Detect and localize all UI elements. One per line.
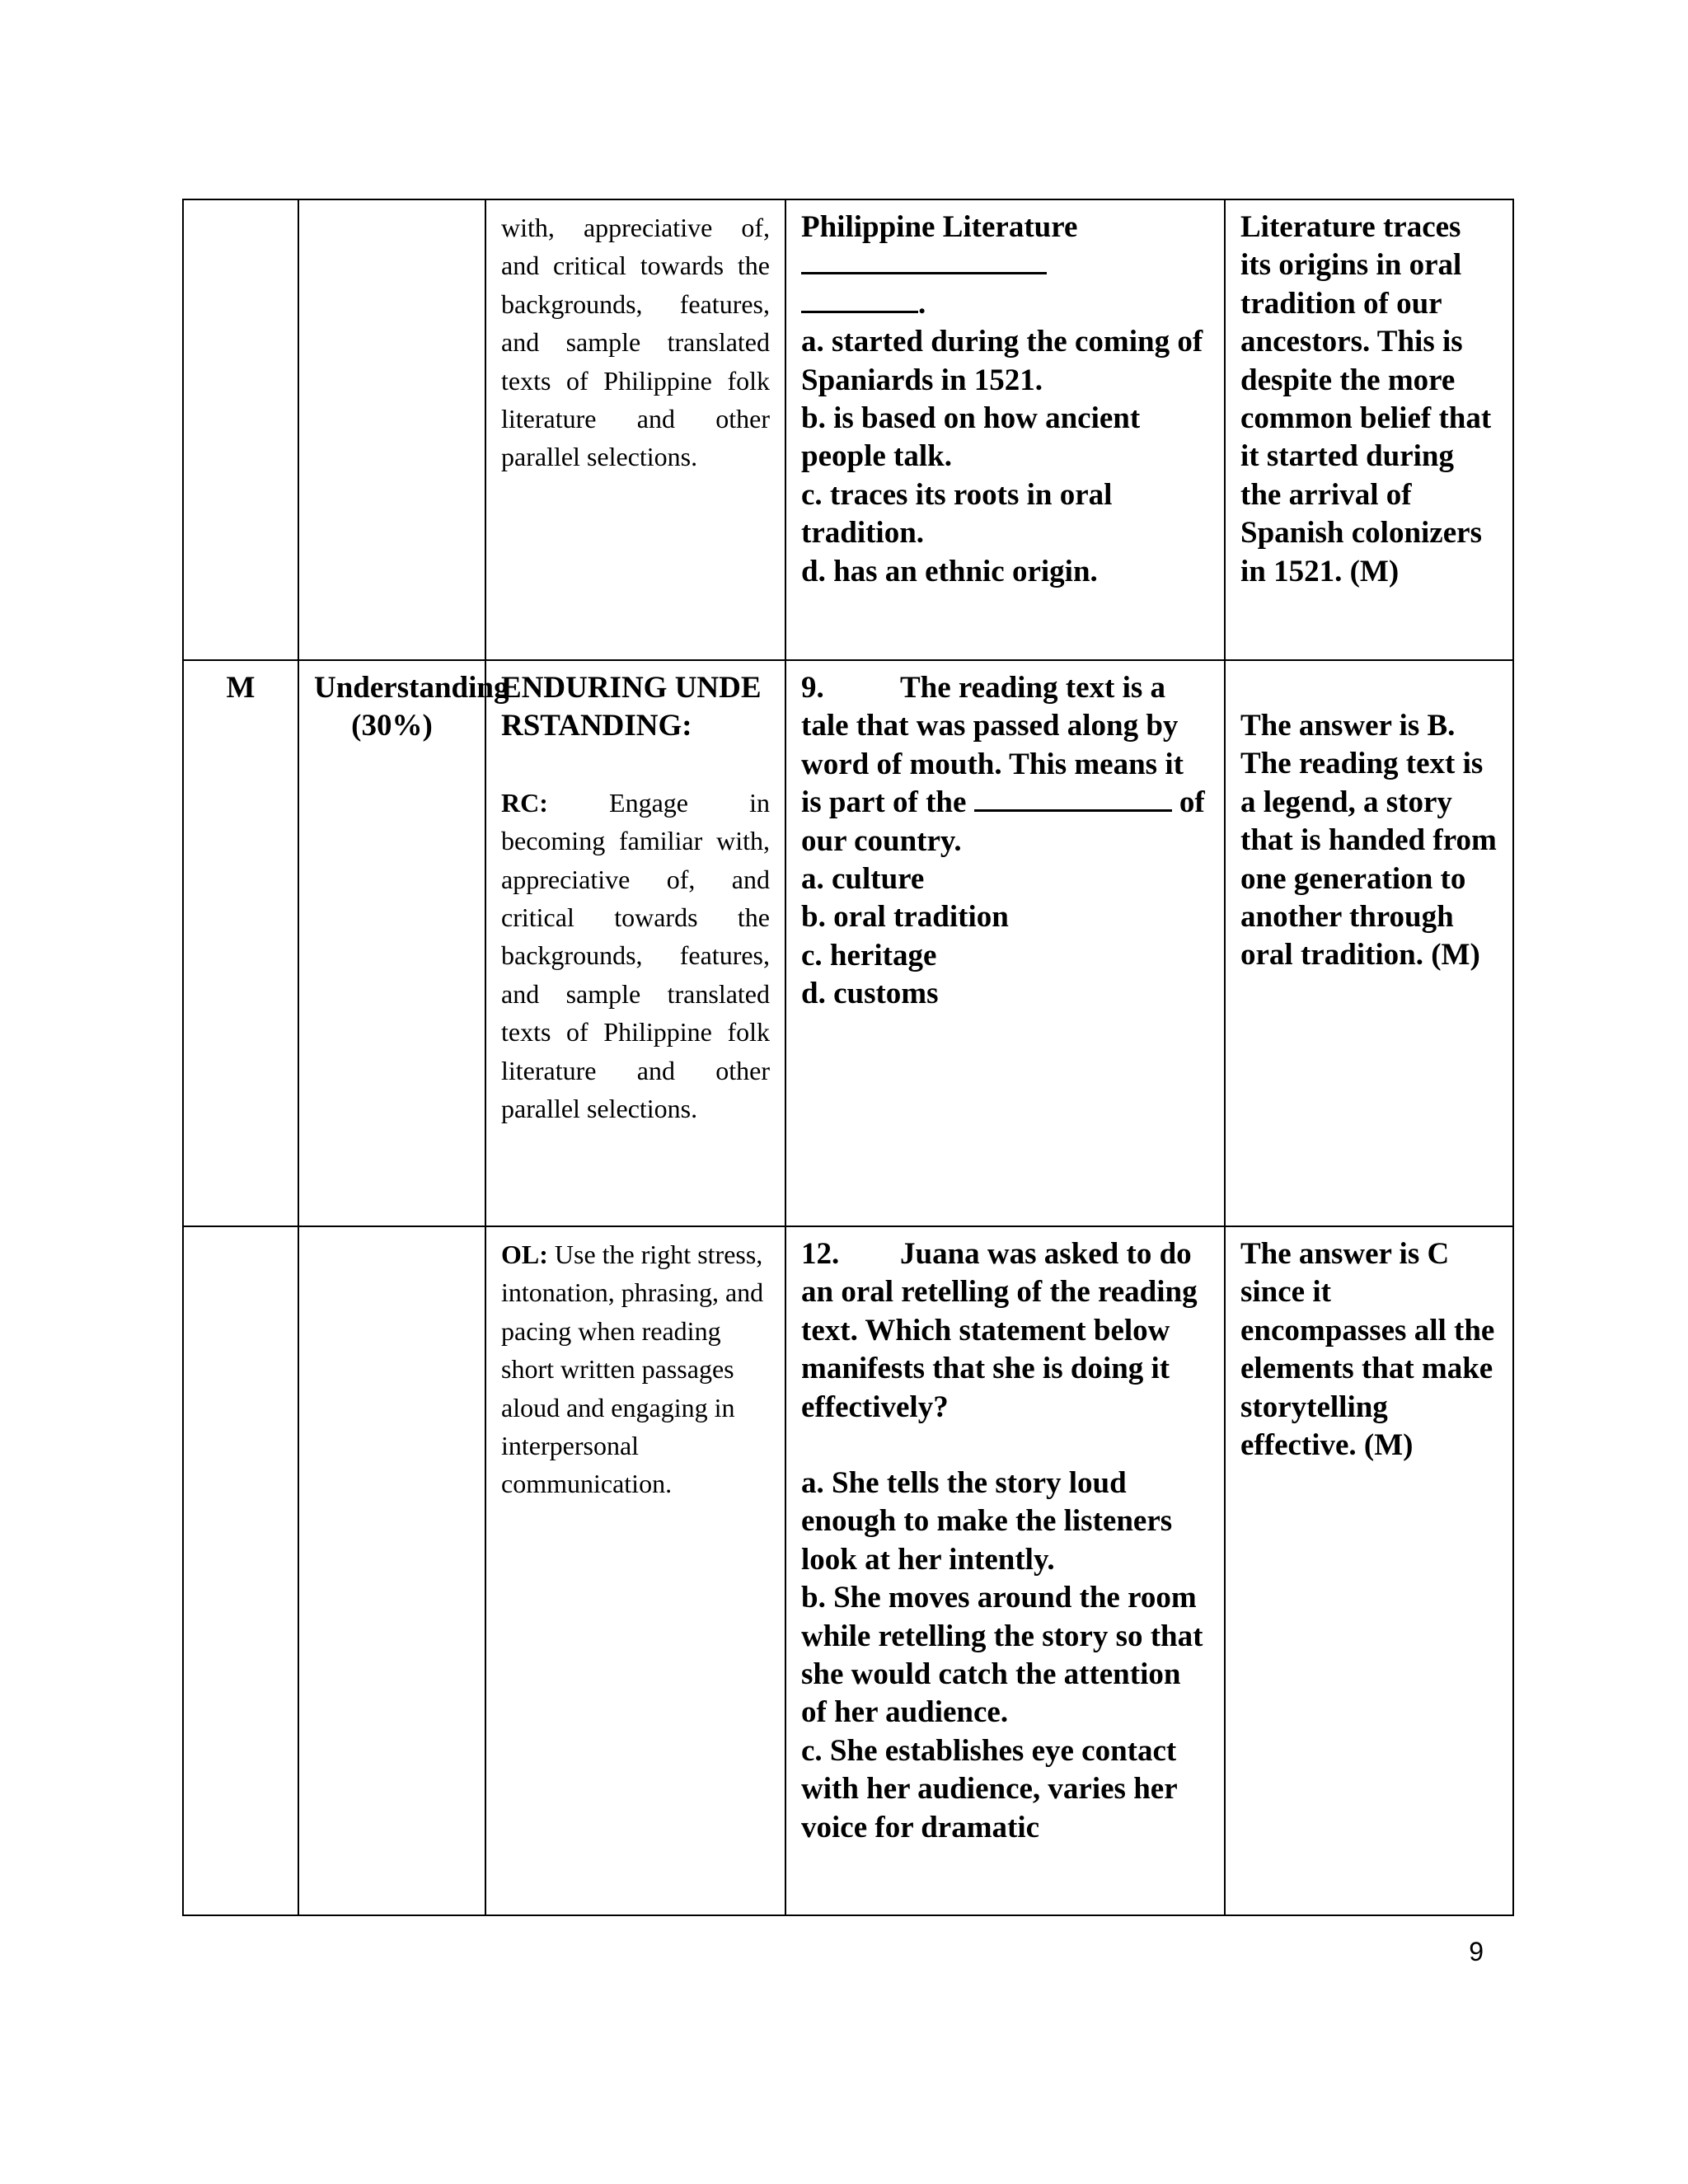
code-cell [183,199,298,660]
option-b: b. oral tradition [801,900,1009,935]
competency-cell [485,1226,785,1915]
question-stem: 12. Juana was asked to do an oral retelling of the reading text. Which statement below manifests that she is doing it effectively? [801,1237,1198,1424]
answer-blank [974,785,1172,812]
category-cell: Understanding (30%) [298,660,485,1226]
category-cell [298,1226,485,1915]
assessment-table [182,199,1514,1916]
answer-explanation: Literature traces its origins in oral tradition of our ancestors. This is despite the more common belief that it started during the arrival of Spanish colonizers in 1521. (M) [1240,210,1492,588]
table-row [183,1226,1513,1915]
option-d: d. has an ethnic origin. [801,554,1098,588]
answer-explanation: The answer is C since it encompasses all the elements that make storytelling effective. (M) [1240,1237,1495,1463]
answer-cell [1225,660,1513,1226]
option-a: a. culture [801,862,925,897]
option-d: d. customs [801,977,939,1011]
table-row [183,660,1513,1226]
question-cell [785,660,1225,1226]
option-b: b. She moves around the room while retelling the story so that she would catch the attention of her audience. [801,1581,1203,1730]
code-cell: M [183,660,298,1226]
option-c: c. traces its roots in oral tradition. [801,477,1113,551]
answer-blank [801,247,1047,274]
competency-cell [485,660,785,1226]
table-row [183,199,1513,660]
competency-text: OL: Use the right stress, intonation, phrasing, and pacing when reading short written passages aloud and engaging in interpersonal communication. [501,1240,764,1499]
option-b: b. is based on how ancient people talk. [801,401,1141,474]
question-stem: Philippine Literature . [801,210,1078,321]
option-c: c. She establishes eye contact with her audience, varies her voice for dramatic [801,1733,1177,1844]
page-number: 9 [1469,1937,1484,1966]
competency-text: with, appreciative of, and critical towards the backgrounds, features, and sample translated texts of Philippine folk literature and other parallel selections. [501,213,770,472]
competency-text: RC: Engage in becoming familiar with, appreciative of, and critical towards the backgrounds, features, and sample translated texts of Philippine folk literature and other parallel selections. [501,787,770,1124]
code-cell [183,1226,298,1915]
option-c: c. heritage [801,938,937,972]
answer-blank [801,286,918,313]
option-a: a. started during the coming of Spaniards in 1521. [801,325,1203,397]
answer-cell [1225,199,1513,660]
question-cell [785,1226,1225,1915]
answer-explanation: The answer is B. The reading text is a legend, a story that is handed from one generation to another through oral tradition. (M) [1240,709,1497,972]
question-cell [785,199,1225,660]
category-cell [298,199,485,660]
answer-cell [1225,1226,1513,1915]
competency-cell [485,199,785,660]
question-stem: 9. The reading text is a tale that was passed along by word of mouth. This means it is part of the of our country. [801,671,1205,858]
option-a: a. She tells the story loud enough to make the listeners look at her intently. [801,1466,1173,1577]
competency-heading: ENDURING UNDERSTANDING: [501,671,762,743]
